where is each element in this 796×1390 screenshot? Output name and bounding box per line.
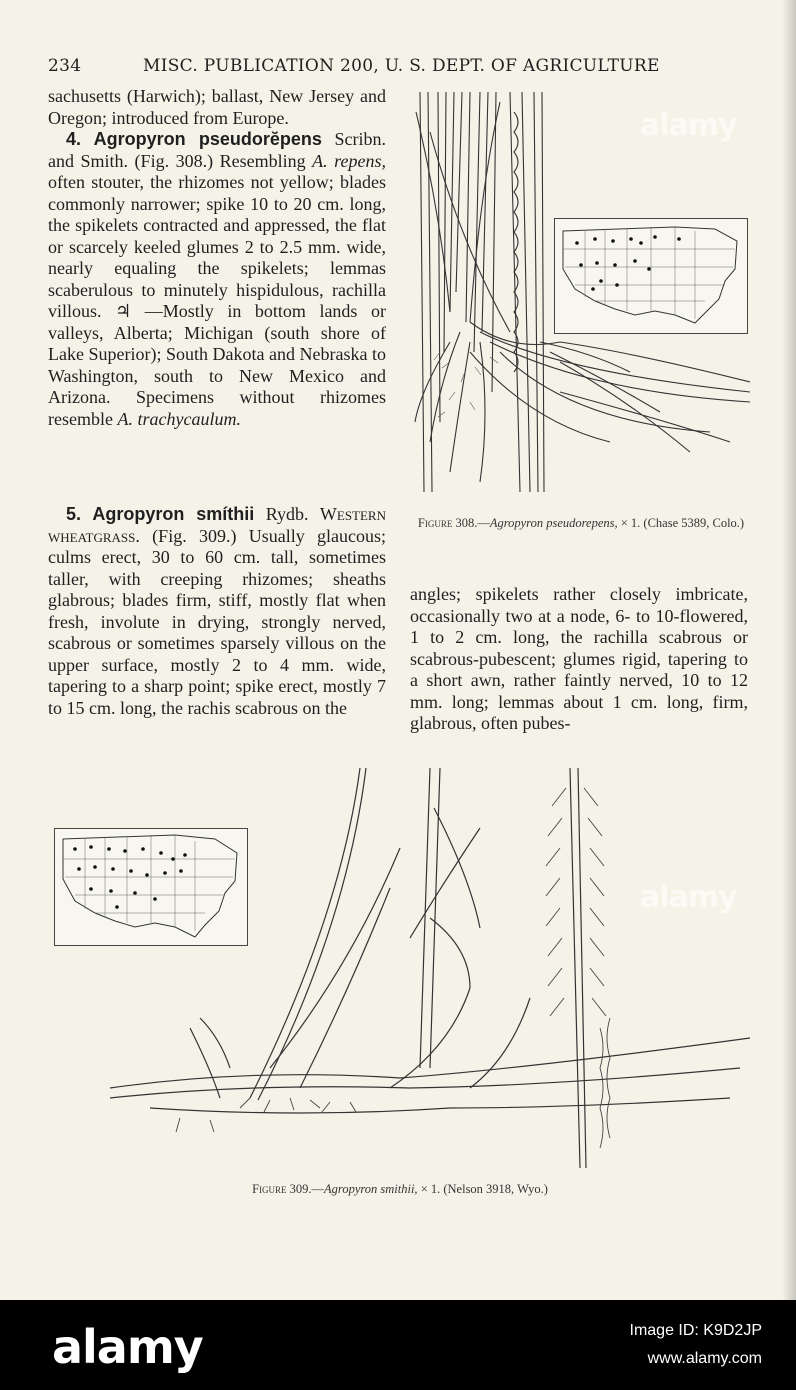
alamy-logo: alamy (52, 1320, 203, 1374)
figure-309-details: × 1. (Nelson 3918, Wyo.) (417, 1182, 548, 1196)
figure-309-species: Agropyron smithii, (324, 1182, 418, 1196)
watermark-1: alamy (640, 108, 737, 143)
intro-paragraph: sachusetts (Harwich); ballast, New Jersey and Oregon; introduced from Europe. (48, 86, 386, 128)
species-4-italic-2: A. trachycaulum. (117, 408, 241, 429)
species-4-desc-1: Scribn. and Smith. (Fig. 308.) Resembling (48, 129, 387, 171)
page-number: 234 (48, 56, 82, 76)
stock-footer-bar (0, 1300, 796, 1390)
figure-309-caption: Figure 309.—Agropyron smithii, × 1. (Nelson 3918, Wyo.) (252, 1182, 548, 1196)
species-5-name: Agropyron smíthii (92, 504, 255, 524)
watermark-2: alamy (640, 880, 737, 915)
figure-309-distribution-map (54, 828, 248, 946)
figure-308-label: Figure 308. (417, 516, 478, 530)
species-4-number: 4. (66, 129, 82, 149)
left-column-bottom (48, 504, 386, 719)
figure-308-distribution-map (554, 218, 748, 334)
figure-308-caption: Figure 308.—Agropyron pseudorepens, × 1. (Chase 5389, Colo.) (417, 516, 745, 530)
species-4-italic-1: A. repens, (312, 150, 386, 171)
right-column-bottom (410, 584, 748, 735)
species-4-name: Agropyron pseudorĕpens (93, 129, 322, 149)
species-5-continued: angles; spikelets rather closely imbricate, occasionally two at a node, 6- to 10-flowered, 1 to 2 cm. long, the rachilla scabrous or scabrous-pubescent; glumes rigid, tapering to a short awn, rather faintly nerved, 10 to 12 mm. long; lemmas about 1 cm. long, firm, glabrous, often pubes- (410, 584, 748, 733)
page-edge-shadow (782, 0, 796, 1300)
site-url: www.alamy.com (647, 1350, 762, 1367)
image-id: Image ID: K9D2JP (629, 1322, 762, 1339)
figure-309-label: Figure 309. (252, 1182, 312, 1196)
species-5-number: 5. (66, 504, 82, 524)
species-5-desc-left: (Fig. 309.) Usually glaucous; culms erect, 30 to 60 cm. tall, sometimes taller, with creeping rhizomes; sheaths glabrous; blades firm, stiff, mostly flat when fresh, involute in drying, strongly nerved, scabrous or sometimes sparsely villous on the upper surface, mostly 2 to 4 mm. wide, tapering to a sharp point; spike erect, mostly 7 to 15 cm. long, the rachis scabrous on the (48, 525, 386, 718)
species-5-author: Rydb. (254, 504, 320, 524)
species-4-desc-2: often stouter, the rhizomes not yellow; blades commonly narrower; spike 10 to 20 cm. long, the spikelets contracted and appressed, the flat or scarcely keeled glumes 2 to 2.5 mm. wide, nearly equaling the spikelets; lemmas scaberulous to minutely hispidulous, rachilla villous. (48, 172, 386, 321)
species-5-common-name: Western wheatgrass. (48, 504, 386, 546)
species-5-paragraph (48, 504, 386, 719)
species-4-desc-3: —Mostly in bottom lands or valleys, Alberta; Michigan (south shore of Lake Superior); South Dakota and Nebraska to Washington, south to New Mexico and Arizona. Specimens without rhizomes resemble (48, 301, 386, 429)
publication-title: MISC. PUBLICATION 200, U. S. DEPT. OF AGRICULTURE (143, 56, 660, 76)
species-4-paragraph (48, 129, 386, 430)
figure-308-species: Agropyron pseudorepens, (489, 516, 618, 530)
left-column-top (48, 86, 386, 430)
perennial-symbol: ♃ (115, 301, 132, 321)
figure-308-details: × 1. (Chase 5389, Colo.) (617, 516, 745, 530)
